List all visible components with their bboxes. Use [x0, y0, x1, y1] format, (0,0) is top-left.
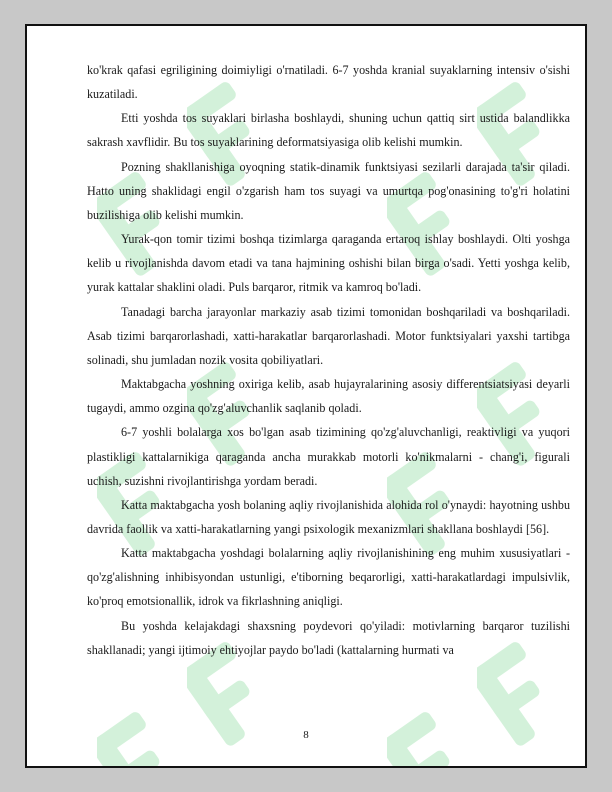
paragraph: 6-7 yoshli bolalarga xos bo'lgan asab tizimining qo'zg'aluvchanligi, reaktivligi va yuqori plastikligi kattalarnikiga qaraganda ancha murakkab motorli ko'nikmalarni - chang'i, figurali uchish, suzishni rivojlantirishga yordam beradi. — [87, 425, 570, 488]
paragraph: Pozning shakllanishiga oyoqning statik-dinamik funktsiyasi sezilarli darajada ta'sir qiladi. Hatto uning shaklidagi engil o'zgarish ham tos suyagi va umurtqa pog'onasining to'g'ri holatini buzilishiga olib kelishi mumkin. — [87, 159, 570, 222]
watermark-logo-icon — [387, 686, 477, 768]
paragraph: Katta maktabgacha yoshdagi bolalarning aqliy rivojlanishining eng muhim xususiyatlari - qo'zg'alishning inhibisyondan ustunligi, e'tiborning beqarorligi, xatti-harakatlardagi impulsivlik, ko'proq emotsionallik, idrok va fikrlashning aniqligi. — [87, 546, 570, 609]
paragraph: Tanadagi barcha jarayonlar markaziy asab tizimi tomonidan boshqariladi va boshqariladi. Asab tizimi barqarorlashadi, xatti-harakatlar barqarorlashadi. Motor funktsiyalari yaxshi tartibga solinadi, shu jumladan nozik vosita qobiliyatlari. — [87, 304, 570, 367]
watermark-logo-icon — [97, 686, 187, 768]
paragraph: Katta maktabgacha yosh bolaning aqliy rivojlanishida alohida rol o'ynaydi: hayotning ushbu davrida faollik va xatti-harakatlarning yangi psixologik mexanizmlari shakllana boshlaydi [56]. — [87, 497, 570, 536]
paragraph: Bu yoshda kelajakdagi shaxsning poydevori qo'yiladi: motivlarning barqaror tuzilishi shakllanadi; yangi ijtimoiy ehtiyojlar paydo bo'ladi (kattalarning hurmati va — [87, 618, 570, 657]
page-number: 8 — [303, 729, 309, 741]
paragraph: Yurak-qon tomir tizimi boshqa tizimlarga qaraganda ertaroq ishlay boshlaydi. Olti yoshga kelib u rivojlanishda davom etadi va tana hajmining oshishi bilan birga o'sadi. Yetti yoshga kelib, yurak kattalar shaklini oladi. Puls barqaror, ritmik va kamroq bo'ladi. — [87, 232, 570, 295]
paragraph: ko'krak qafasi egriligining doimiyligi o'rnatiladi. 6-7 yoshda kranial suyaklarning intensiv o'sishi kuzatiladi. — [87, 63, 570, 102]
document-page — [25, 24, 587, 768]
paragraph: Maktabgacha yoshning oxiriga kelib, asab hujayralarining asosiy differentsiatsiyasi deyarli tugaydi, ammo ozgina qo'zg'aluvchanlik saqlanib qoladi. — [87, 377, 570, 416]
body-text — [87, 58, 570, 662]
paragraph: Etti yoshda tos suyaklari birlasha boshlaydi, shuning uchun qattiq sirt ustida balandlikka sakrash xavflidir. Bu tos suyaklarining deformatsiyasiga olib kelishi mumkin. — [87, 111, 570, 150]
